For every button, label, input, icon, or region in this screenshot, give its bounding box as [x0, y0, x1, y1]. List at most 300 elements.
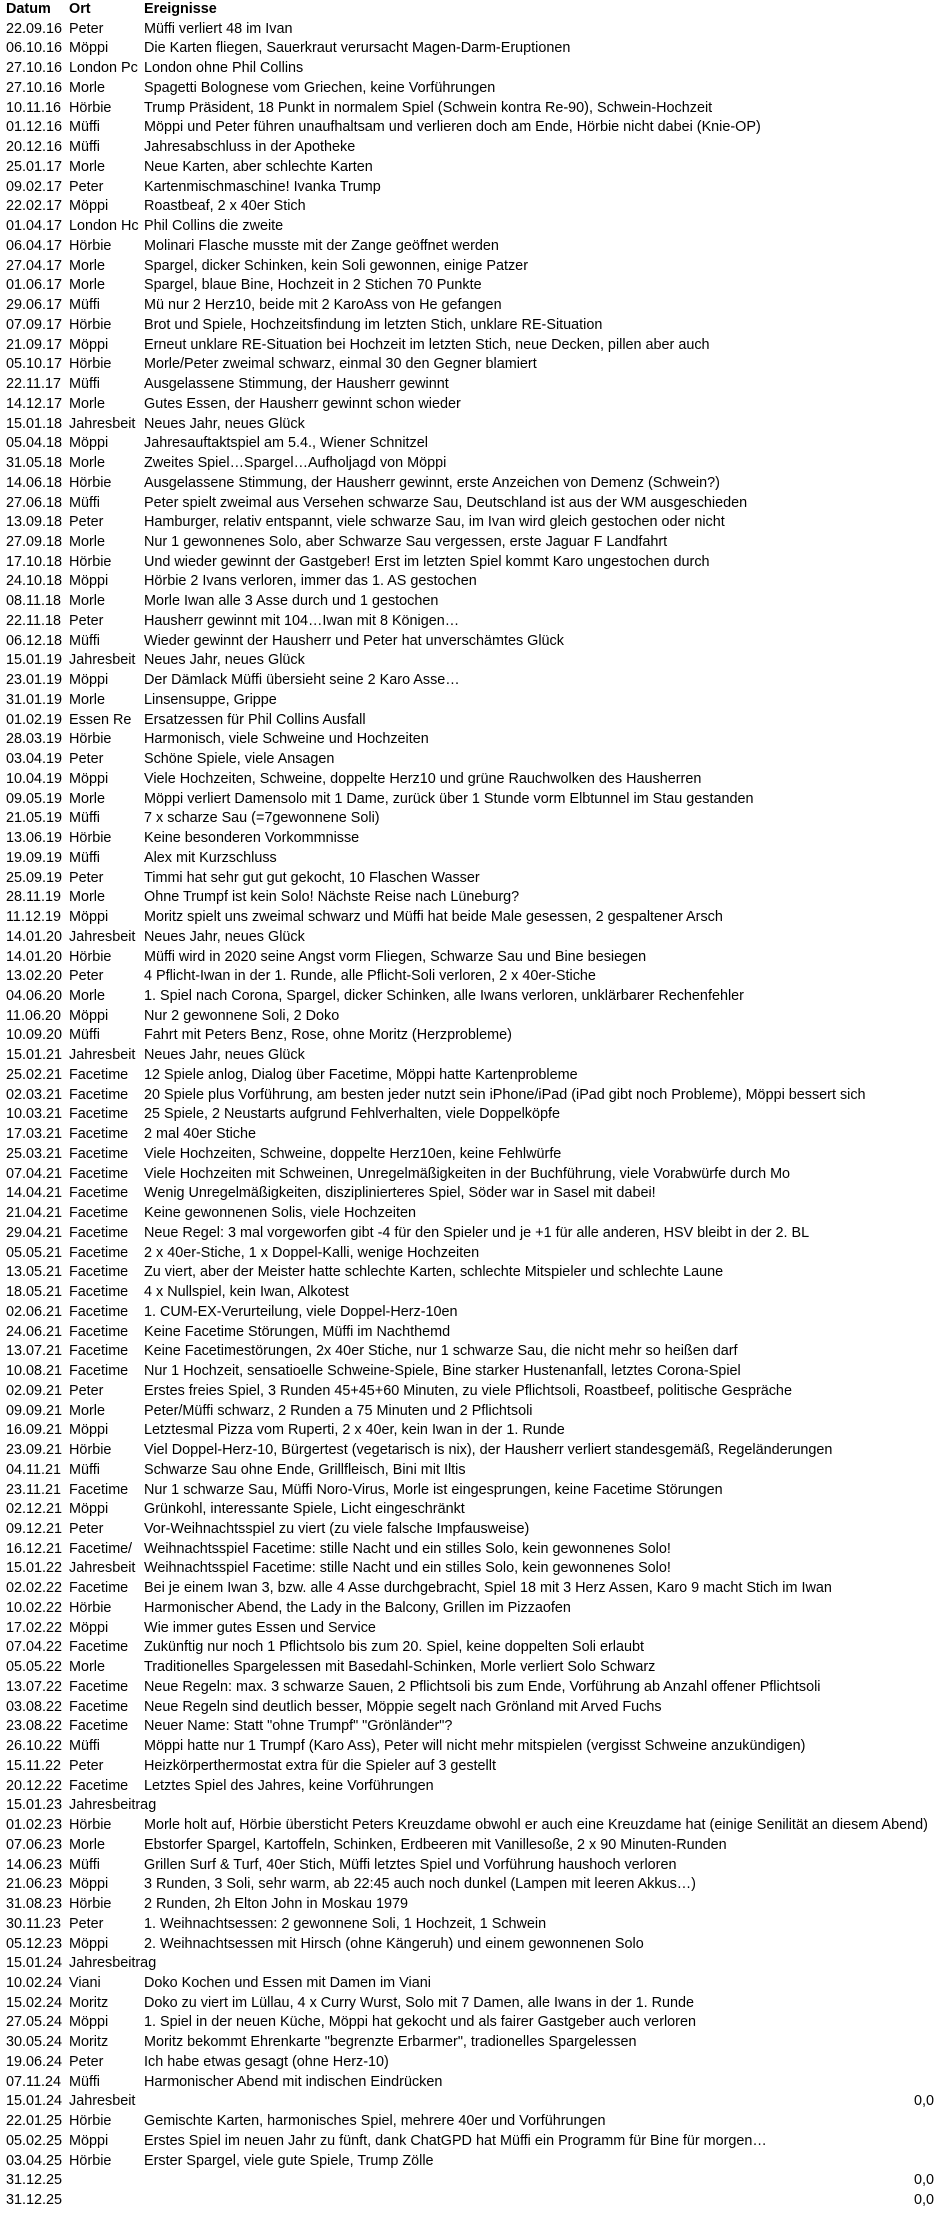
cell-ort[interactable]: Facetime	[69, 1185, 129, 1202]
cell-date[interactable]: 14.12.17	[6, 395, 63, 412]
cell-event[interactable]: Wenig Unregelmäßigkeiten, disziplinierteres Spiel, Söder war in Sasel mit dabei!	[144, 1185, 656, 1202]
cell-ort[interactable]: Morle	[69, 889, 105, 906]
cell-event[interactable]: Neue Regeln: max. 3 schwarze Sauen, 2 Pflichtsoli bis zum Ende, Vorführung ab Anzahl offener Pflichtsoli	[144, 1678, 821, 1695]
cell-event[interactable]: Kartenmischmaschine! Ivanka Trump	[144, 178, 381, 195]
cell-ort[interactable]: Facetime	[69, 1323, 129, 1340]
cell-ort[interactable]: Peter	[69, 1757, 104, 1774]
cell-date[interactable]: 22.11.18	[6, 612, 61, 629]
cell-date[interactable]: 01.06.17	[6, 277, 63, 294]
cell-event[interactable]: Ohne Trumpf ist kein Solo! Nächste Reise nach Lüneburg?	[144, 889, 520, 906]
cell-ort[interactable]: Hörbie	[69, 474, 112, 491]
cell-date[interactable]: 15.01.24	[6, 2093, 63, 2110]
cell-event[interactable]: Hausherr gewinnt mit 104…Iwan mit 8 Königen…	[144, 612, 460, 629]
cell-event[interactable]: Keine Facetime Störungen, Müffi im Nachthemd	[144, 1323, 451, 1340]
cell-date[interactable]: 10.02.24	[6, 1975, 63, 1991]
cell-date[interactable]: 28.11.19	[6, 889, 61, 906]
cell-event[interactable]: Harmonischer Abend, the Lady in the Balcony, Grillen im Pizzaofen	[144, 1599, 571, 1616]
cell-ort[interactable]: Hörbie	[69, 1896, 112, 1913]
cell-ort[interactable]: Facetime	[69, 1224, 129, 1241]
cell-event[interactable]: Möppi hatte nur 1 Trumpf (Karo Ass), Peter will nicht mehr mitspielen (vergisst Schweine anzukündigen)	[144, 1738, 806, 1755]
cell-date[interactable]: 13.07.21	[6, 1343, 63, 1360]
cell-date[interactable]: 11.06.20	[6, 1007, 61, 1024]
cell-event[interactable]: Jahresauftaktspiel am 5.4., Wiener Schnitzel	[144, 435, 428, 452]
cell-event[interactable]: Erneut unklare RE-Situation bei Hochzeit im letzten Stich, neue Decken, pillen aber auch	[144, 336, 710, 353]
cell-event[interactable]: Doko Kochen und Essen mit Damen im Viani	[144, 1975, 431, 1991]
cell-date[interactable]: 14.01.20	[6, 928, 63, 945]
cell-event[interactable]: 1. Spiel in der neuen Küche, Möppi hat gekocht und als fairer Gastgeber auch verloren	[144, 2014, 696, 2031]
cell-ort[interactable]: Möppi	[69, 672, 109, 689]
cell-event[interactable]: Weihnachtsspiel Facetime: stille Nacht und ein stilles Solo, kein gewonnenes Solo!	[144, 1560, 671, 1577]
cell-event[interactable]: Neue Regel: 3 mal vorgeworfen gibt -4 für den Spieler und je +1 für alle anderen, HSV bleibt in der 2. BL	[144, 1224, 810, 1241]
cell-ort[interactable]: Jahresbeit	[69, 1047, 136, 1064]
cell-date[interactable]: 13.09.18	[6, 514, 63, 531]
cell-date[interactable]: 10.08.21	[6, 1363, 63, 1380]
cell-event[interactable]: Die Karten fliegen, Sauerkraut verursacht Magen-Darm-Eruptionen	[144, 40, 571, 57]
cell-date[interactable]: 23.11.21	[6, 1481, 61, 1498]
cell-event[interactable]: 1. CUM-EX-Verurteilung, viele Doppel-Herz-10en	[144, 1303, 458, 1320]
cell-event[interactable]: Mü nur 2 Herz10, beide mit 2 KaroAss von He gefangen	[144, 297, 502, 314]
cell-ort[interactable]: Müffi	[69, 1027, 100, 1044]
cell-date[interactable]: 28.03.19	[6, 731, 63, 748]
cell-date[interactable]: 10.03.21	[6, 1106, 63, 1123]
cell-event[interactable]: Ersatzessen für Phil Collins Ausfall	[144, 711, 366, 728]
cell-ort[interactable]: Morle	[69, 593, 105, 610]
cell-date[interactable]: 05.04.18	[6, 435, 63, 452]
cell-ort[interactable]: Morle	[69, 1402, 105, 1419]
cell-date[interactable]: 05.02.25	[6, 2132, 63, 2149]
cell-event[interactable]: Hörbie 2 Ivans verloren, immer das 1. AS gestochen	[144, 573, 477, 590]
cell-date[interactable]: 27.04.17	[6, 257, 63, 274]
cell-event[interactable]: Doko zu viert im Lüllau, 4 x Curry Wurst, Solo mit 7 Damen, alle Iwans in der 1. Runde	[144, 1994, 694, 2011]
cell-event[interactable]: Viele Hochzeiten, Schweine, doppelte Herz10en, keine Fehlwürfe	[144, 1145, 562, 1162]
cell-ort[interactable]: Peter	[69, 2053, 104, 2070]
cell-ort[interactable]: Moritz	[69, 2034, 109, 2051]
cell-event[interactable]: Roastbeaf, 2 x 40er Stich	[144, 198, 306, 215]
cell-date[interactable]: 19.09.19	[6, 849, 63, 866]
cell-event[interactable]: 2 Runden, 2h Elton John in Moskau 1979	[144, 1896, 409, 1913]
cell-ort[interactable]: Möppi	[69, 2132, 109, 2149]
cell-date[interactable]: 25.03.21	[6, 1145, 63, 1162]
cell-date[interactable]: 06.04.17	[6, 237, 63, 254]
cell-event[interactable]: Moritz bekommt Ehrenkarte "begrenzte Erbarmer", tradionelles Spargelessen	[144, 2034, 637, 2051]
cell-ort[interactable]: Facetime	[69, 1145, 129, 1162]
cell-ort[interactable]: Hörbie	[69, 2152, 112, 2169]
cell-date[interactable]: 08.11.18	[6, 593, 61, 610]
cell-date[interactable]: 05.05.22	[6, 1659, 63, 1676]
cell-ort[interactable]: Müffi	[69, 376, 100, 393]
cell-ort[interactable]: Peter	[69, 178, 104, 195]
cell-date[interactable]: 31.01.19	[6, 691, 63, 708]
cell-date[interactable]: 31.12.25	[6, 2192, 63, 2209]
cell-event[interactable]: Spargel, dicker Schinken, kein Soli gewonnen, einige Patzer	[144, 257, 528, 274]
cell-ort[interactable]: Möppi	[69, 770, 109, 787]
cell-date[interactable]: 03.08.22	[6, 1698, 63, 1715]
cell-date[interactable]: 25.09.19	[6, 869, 63, 886]
cell-date[interactable]: 24.06.21	[6, 1323, 63, 1340]
cell-event[interactable]: Timmi hat sehr gut gut gekocht, 10 Flaschen Wasser	[144, 869, 480, 886]
cell-ort[interactable]: Facetime	[69, 1540, 129, 1557]
cell-ort[interactable]: Möppi	[69, 2014, 109, 2031]
cell-event[interactable]: Keine Facetimestörungen, 2x 40er Stiche, nur 1 schwarze Sau, die nicht mehr so heißen darf	[144, 1343, 738, 1360]
cell-date[interactable]: 21.05.19	[6, 810, 63, 827]
cell-event[interactable]: Peter/Müffi schwarz, 2 Runden a 75 Minuten und 2 Pflichtsoli	[144, 1402, 533, 1419]
cell-event[interactable]: Morle Iwan alle 3 Asse durch und 1 gestochen	[144, 593, 439, 610]
cell-date[interactable]: 26.10.22	[6, 1738, 63, 1755]
cell-date[interactable]: 03.04.19	[6, 751, 63, 768]
cell-event[interactable]: Jahresabschluss in der Apotheke	[144, 139, 356, 156]
cell-date[interactable]: 31.05.18	[6, 455, 63, 472]
header-event[interactable]: Ereignisse	[144, 1, 217, 17]
cell-date[interactable]: 17.03.21	[6, 1126, 63, 1143]
cell-ort[interactable]: Müffi	[69, 2073, 100, 2090]
cell-ort[interactable]: Möppi	[69, 909, 109, 926]
cell-ort[interactable]: Jahresbeitrag	[69, 1955, 157, 1972]
cell-event[interactable]: Morle holt auf, Hörbie übersticht Peters Kreuzdame obwohl er auch eine Kreuzdame hat (einige Senilität an diesem Abend)	[144, 1817, 928, 1834]
cell-event[interactable]: Der Dämlack Müffi übersieht seine 2 Karo Asse…	[144, 672, 460, 689]
cell-date[interactable]: 07.09.17	[6, 316, 63, 333]
cell-event[interactable]: Spagetti Bolognese vom Griechen, keine Vorführungen	[144, 79, 496, 96]
cell-date[interactable]: 04.06.20	[6, 988, 63, 1004]
cell-ort[interactable]: Facetime	[69, 1777, 129, 1794]
cell-ort[interactable]: Morle	[69, 691, 105, 708]
cell-date[interactable]: 11.12.19	[6, 909, 61, 926]
cell-date[interactable]: 09.09.21	[6, 1402, 63, 1419]
cell-date[interactable]: 14.06.23	[6, 1856, 63, 1873]
cell-date[interactable]: 01.02.23	[6, 1817, 63, 1834]
cell-event[interactable]: 25 Spiele, 2 Neustarts aufgrund Fehlverhalten, viele Doppelköpfe	[144, 1106, 560, 1123]
cell-ort[interactable]: Facetime	[69, 1363, 129, 1380]
cell-date[interactable]: 23.08.22	[6, 1718, 63, 1735]
cell-event[interactable]	[144, 2191, 938, 2211]
cell-date[interactable]: 05.05.21	[6, 1244, 63, 1261]
cell-date[interactable]: 15.01.21	[6, 1047, 63, 1064]
cell-event[interactable]: 1. Spiel nach Corona, Spargel, dicker Schinken, alle Iwans verloren, unklärbarer Rechenfehler	[144, 988, 744, 1004]
cell-ort[interactable]: Hörbie	[69, 830, 112, 847]
cell-ort[interactable]: Möppi	[69, 1935, 109, 1952]
cell-ort[interactable]: Hörbie	[69, 2113, 112, 2130]
cell-date[interactable]: 20.12.22	[6, 1777, 63, 1794]
cell-date[interactable]: 10.11.16	[6, 99, 61, 116]
cell-date[interactable]: 03.04.25	[6, 2152, 63, 2169]
cell-ort[interactable]: Morle	[69, 158, 105, 175]
cell-ort[interactable]: Hörbie	[69, 99, 112, 116]
cell-event[interactable]: Spargel, blaue Bine, Hochzeit in 2 Stichen 70 Punkte	[144, 277, 482, 294]
cell-event[interactable]: Keine gewonnenen Solis, viele Hochzeiten	[144, 1205, 417, 1222]
cell-event[interactable]: 12 Spiele anlog, Dialog über Facetime, Möppi hatte Kartenprobleme	[144, 1066, 578, 1083]
cell-event[interactable]: Ausgelassene Stimmung, der Hausherr gewinnt	[144, 376, 449, 393]
cell-event[interactable]: Schwarze Sau ohne Ende, Grillfleisch, Bini mit Iltis	[144, 1461, 466, 1478]
cell-event[interactable]: 20 Spiele plus Vorführung, am besten jeder nutzt sein iPhone/iPad (iPad gibt noch Probleme), Möppi bessert sich	[144, 1086, 866, 1103]
cell-event[interactable]: Neues Jahr, neues Glück	[144, 928, 305, 945]
cell-event[interactable]: Neues Jahr, neues Glück	[144, 1047, 305, 1064]
cell-ort[interactable]: Morle	[69, 79, 105, 96]
cell-event[interactable]: Und wieder gewinnt der Gastgeber! Erst im letzten Spiel kommt Karo ungestochen durch	[144, 553, 710, 570]
cell-date[interactable]: 25.01.17	[6, 158, 63, 175]
cell-event[interactable]: 4 x Nullspiel, kein Iwan, Alkotest	[144, 1284, 349, 1301]
cell-ort[interactable]: Möppi	[69, 198, 109, 215]
cell-ort[interactable]: Jahresbeit	[69, 415, 136, 432]
cell-date[interactable]: 15.01.23	[6, 1797, 63, 1814]
cell-ort[interactable]	[69, 2171, 143, 2191]
cell-date[interactable]: 09.02.17	[6, 178, 63, 195]
cell-event[interactable]: 1. Weihnachtsessen: 2 gewonnene Soli, 1 Hochzeit, 1 Schwein	[144, 1915, 547, 1932]
cell-date[interactable]: 07.06.23	[6, 1836, 63, 1853]
cell-ort[interactable]: Jahresbeitrag	[69, 1797, 157, 1814]
cell-ort[interactable]: Hörbie	[69, 1817, 112, 1834]
cell-ort[interactable]: Hörbie	[69, 1599, 112, 1616]
cell-ort[interactable]: Hörbie	[69, 237, 112, 254]
cell-event[interactable]: Viele Hochzeiten mit Schweinen, Unregelmäßigkeiten in der Buchführung, viele Vorabwürfe durch Mo	[144, 1165, 791, 1182]
cell-date[interactable]: 15.11.22	[6, 1757, 61, 1774]
cell-date[interactable]: 18.05.21	[6, 1284, 63, 1301]
cell-date[interactable]: 14.01.20	[6, 948, 63, 965]
cell-event[interactable]: Neuer Name: Statt "ohne Trumpf" "Grönländer"?	[144, 1718, 453, 1735]
cell-ort[interactable]: London Hc	[69, 218, 139, 235]
cell-ort[interactable]: Hörbie	[69, 316, 112, 333]
cell-event[interactable]: Morle/Peter zweimal schwarz, einmal 30 den Gegner blamiert	[144, 356, 537, 373]
cell-event[interactable]: Heizkörperthermostat extra für die Spieler auf 3 gestellt	[144, 1757, 496, 1774]
cell-date[interactable]: 22.01.25	[6, 2113, 63, 2130]
cell-ort[interactable]: Müffi	[69, 1461, 100, 1478]
cell-ort[interactable]: Facetime	[69, 1264, 129, 1281]
cell-event[interactable]	[144, 2092, 938, 2112]
cell-date[interactable]: 13.02.20	[6, 968, 63, 985]
cell-ort[interactable]: Facetime	[69, 1698, 129, 1715]
cell-date[interactable]: 15.02.24	[6, 1994, 63, 2011]
cell-event[interactable]: Traditionelles Spargelessen mit Basedahl-Schinken, Morle verliert Solo Schwarz	[144, 1659, 656, 1676]
cell-ort[interactable]: Peter	[69, 20, 104, 37]
cell-ort[interactable]: Hörbie	[69, 356, 112, 373]
cell-ort[interactable]: Morle	[69, 988, 105, 1004]
cell-ort[interactable]: Jahresbeit	[69, 2093, 136, 2110]
cell-event[interactable]: Grünkohl, interessante Spiele, Licht eingeschränkt	[144, 1501, 465, 1518]
cell-ort[interactable]: Müffi	[69, 494, 100, 511]
cell-event[interactable]: 2. Weihnachtsessen mit Hirsch (ohne Kängeruh) und einem gewonnenen Solo	[144, 1935, 644, 1952]
cell-ort[interactable]: Facetime	[69, 1205, 129, 1222]
cell-event[interactable]	[144, 1796, 938, 1816]
cell-event[interactable]: Wie immer gutes Essen und Service	[144, 1619, 376, 1636]
cell-event[interactable]: Phil Collins die zweite	[144, 218, 284, 235]
cell-ort[interactable]: Hörbie	[69, 1442, 112, 1459]
cell-event[interactable]: Viel Doppel-Herz-10, Bürgertest (vegetarisch is nix), der Hausherr verliert standesgemäß, Regeländerungen	[144, 1442, 833, 1459]
cell-ort[interactable]: Müffi	[69, 1738, 100, 1755]
cell-ort[interactable]: Facetime	[69, 1165, 129, 1182]
cell-ort[interactable]: Jahresbeit	[69, 1560, 136, 1577]
header-ort[interactable]: Ort	[69, 1, 91, 17]
cell-event[interactable]: Letztesmal Pizza vom Ruperti, 2 x 40er, kein Iwan in der 1. Runde	[144, 1422, 565, 1439]
cell-date[interactable]: 02.09.21	[6, 1382, 63, 1399]
cell-ort[interactable]: Morle	[69, 395, 105, 412]
cell-event[interactable]: Schöne Spiele, viele Ansagen	[144, 751, 335, 768]
cell-date[interactable]: 31.12.25	[6, 2172, 63, 2189]
cell-ort[interactable]: Peter	[69, 514, 104, 531]
cell-ort[interactable]: Facetime	[69, 1126, 129, 1143]
cell-event[interactable]: Möppi verliert Damensolo mit 1 Dame, zurück über 1 Stunde vorm Elbtunnel im Stau gestanden	[144, 790, 754, 807]
cell-event[interactable]: 2 x 40er-Stiche, 1 x Doppel-Kalli, wenige Hochzeiten	[144, 1244, 480, 1261]
cell-event[interactable]: Zweites Spiel…Spargel…Aufholjagd von Möppi	[144, 455, 447, 472]
cell-event[interactable]: Nur 1 gewonnenes Solo, aber Schwarze Sau vergessen, erste Jaguar F Landfahrt	[144, 533, 668, 550]
cell-event[interactable]: Erster Spargel, viele gute Spiele, Trump Zölle	[144, 2152, 434, 2169]
cell-event[interactable]: Keine besonderen Vorkommnisse	[144, 830, 360, 847]
cell-event[interactable]: Harmonisch, viele Schweine und Hochzeiten	[144, 731, 429, 748]
cell-ort[interactable]: Möppi	[69, 435, 109, 452]
cell-ort[interactable]: Jahresbeit	[69, 928, 136, 945]
cell-ort[interactable]: Facetime	[69, 1284, 129, 1301]
cell-event[interactable]: 2 mal 40er Stiche	[144, 1126, 256, 1143]
cell-ort[interactable]: Essen Re	[69, 711, 132, 728]
cell-ort[interactable]: Möppi	[69, 1619, 109, 1636]
cell-date[interactable]: 21.04.21	[6, 1205, 63, 1222]
cell-ort[interactable]: Morle	[69, 790, 105, 807]
cell-date[interactable]: 21.06.23	[6, 1876, 63, 1893]
cell-ort[interactable]	[69, 2191, 143, 2211]
cell-ort[interactable]: Morle	[69, 455, 105, 472]
cell-date[interactable]: 23.01.19	[6, 672, 63, 689]
cell-event[interactable]: Wieder gewinnt der Hausherr und Peter hat unverschämtes Glück	[144, 632, 564, 649]
cell-date[interactable]: 13.07.22	[6, 1678, 63, 1695]
cell-ort[interactable]: Moritz	[69, 1994, 109, 2011]
cell-date[interactable]: 15.01.19	[6, 652, 63, 669]
cell-event[interactable]: Nur 1 schwarze Sau, Müffi Noro-Virus, Morle ist eingesprungen, keine Facetime Störungen	[144, 1481, 723, 1498]
cell-event[interactable]: Zu viert, aber der Meister hatte schlechte Karten, schlechte Mitspieler und schlechte Laune	[144, 1264, 724, 1281]
cell-event[interactable]: Alex mit Kurzschluss	[144, 849, 277, 866]
cell-event[interactable]: Ausgelassene Stimmung, der Hausherr gewinnt, erste Anzeichen von Demenz (Schwein?)	[144, 474, 720, 491]
cell-event[interactable]: Bei je einem Iwan 3, bzw. alle 4 Asse durchgebracht, Spiel 18 mit 3 Herz Assen, Karo 9 macht Stich im Iwan	[144, 1580, 832, 1597]
cell-ort[interactable]: Müffi	[69, 632, 100, 649]
cell-ort[interactable]: Möppi	[69, 1422, 109, 1439]
cell-date[interactable]: 04.11.21	[6, 1461, 61, 1478]
cell-ort[interactable]: Facetime	[69, 1718, 129, 1735]
cell-date[interactable]: 01.04.17	[6, 218, 63, 235]
header-date[interactable]: Datum	[6, 1, 51, 17]
cell-ort[interactable]: Möppi	[69, 40, 109, 57]
cell-ort[interactable]: Facetime	[69, 1066, 129, 1083]
cell-date[interactable]: 27.10.16	[6, 79, 63, 96]
cell-ort[interactable]: Müffi	[69, 1856, 100, 1873]
cell-event[interactable]: Gutes Essen, der Hausherr gewinnt schon wieder	[144, 395, 461, 412]
cell-ort[interactable]: Müffi	[69, 849, 100, 866]
cell-event[interactable]: Erstes Spiel im neuen Jahr zu fünft, dank ChatGPD hat Müffi ein Programm für Bine für morgen…	[144, 2132, 767, 2149]
cell-ort[interactable]: Peter	[69, 612, 104, 629]
cell-date[interactable]: 06.12.18	[6, 632, 63, 649]
cell-event[interactable]: Brot und Spiele, Hochzeitsfindung im letzten Stich, unklare RE-Situation	[144, 316, 603, 333]
cell-ort[interactable]: Müffi	[69, 810, 100, 827]
cell-event[interactable]: Nur 1 Hochzeit, sensatioelle Schweine-Spiele, Bine starker Hustenanfall, letztes Corona-Spiel	[144, 1363, 741, 1380]
cell-date[interactable]: 21.09.17	[6, 336, 63, 353]
cell-event[interactable]: 4 Pflicht-Iwan in der 1. Runde, alle Pflicht-Soli verloren, 2 x 40er-Stiche	[144, 968, 596, 985]
cell-event[interactable]: Fahrt mit Peters Benz, Rose, ohne Moritz (Herzprobleme)	[144, 1027, 512, 1044]
cell-date[interactable]: 05.10.17	[6, 356, 63, 373]
cell-date[interactable]: 27.09.18	[6, 533, 63, 550]
cell-date[interactable]: 29.06.17	[6, 297, 63, 314]
cell-ort[interactable]: Müffi	[69, 139, 100, 156]
cell-date[interactable]: 07.04.22	[6, 1639, 63, 1656]
cell-ort[interactable]: Morle	[69, 257, 105, 274]
cell-date[interactable]: 22.02.17	[6, 198, 63, 215]
cell-date[interactable]: 17.10.18	[6, 553, 63, 570]
cell-ort[interactable]: Morle	[69, 1836, 105, 1853]
cell-date[interactable]: 10.04.19	[6, 770, 63, 787]
cell-date[interactable]: 01.12.16	[6, 119, 63, 136]
cell-date[interactable]: 02.03.21	[6, 1086, 63, 1103]
cell-date[interactable]: 14.04.21	[6, 1185, 63, 1202]
cell-event[interactable]: 3 Runden, 3 Soli, sehr warm, ab 22:45 auch noch dunkel (Lampen mit leeren Akkus…)	[144, 1876, 696, 1893]
cell-ort[interactable]: Hörbie	[69, 948, 112, 965]
cell-date[interactable]: 07.04.21	[6, 1165, 63, 1182]
cell-date[interactable]: 27.05.24	[6, 2014, 63, 2031]
cell-event[interactable]: Molinari Flasche musste mit der Zange geöffnet werden	[144, 237, 499, 254]
cell-date[interactable]: 20.12.16	[6, 139, 63, 156]
cell-event[interactable]: Peter spielt zweimal aus Versehen schwarze Sau, Deutschland ist aus der WM ausgeschieden	[144, 494, 748, 511]
cell-date[interactable]: 31.08.23	[6, 1896, 63, 1913]
cell-date[interactable]: 17.02.22	[6, 1619, 63, 1636]
cell-date[interactable]: 15.01.18	[6, 415, 63, 432]
cell-event[interactable]: Ebstorfer Spargel, Kartoffeln, Schinken, Erdbeeren mit Vanillesoße, 2 x 90 Minuten-Runden	[144, 1836, 727, 1853]
cell-ort[interactable]: London Pc	[69, 60, 138, 77]
cell-date[interactable]: 02.12.21	[6, 1501, 63, 1518]
cell-date[interactable]: 27.10.16	[6, 60, 63, 77]
cell-date[interactable]: 30.05.24	[6, 2034, 63, 2051]
cell-date[interactable]: 24.10.18	[6, 573, 63, 590]
cell-ort[interactable]: Möppi	[69, 573, 109, 590]
cell-event[interactable]: Neue Karten, aber schlechte Karten	[144, 158, 373, 175]
cell-ort[interactable]: Hörbie	[69, 553, 112, 570]
cell-ort[interactable]: Facetime	[69, 1244, 129, 1261]
cell-date[interactable]: 02.06.21	[6, 1303, 63, 1320]
cell-event[interactable]: Letztes Spiel des Jahres, keine Vorführungen	[144, 1777, 434, 1794]
cell-event[interactable]: Hamburger, relativ entspannt, viele schwarze Sau, im Ivan wird gleich gestochen oder nicht	[144, 514, 725, 531]
cell-date[interactable]: 30.11.23	[6, 1915, 61, 1932]
cell-date[interactable]: 13.06.19	[6, 830, 63, 847]
cell-date[interactable]: 09.05.19	[6, 790, 63, 807]
cell-date[interactable]: 13.05.21	[6, 1264, 63, 1281]
cell-event[interactable]	[144, 2171, 938, 2191]
cell-ort[interactable]: Facetime	[69, 1678, 129, 1695]
cell-date[interactable]: 06.10.16	[6, 40, 63, 57]
cell-date[interactable]: 15.01.22	[6, 1560, 63, 1577]
cell-date[interactable]: 25.02.21	[6, 1066, 63, 1083]
cell-ort[interactable]: Facetime	[69, 1639, 129, 1656]
cell-ort[interactable]: Viani	[69, 1975, 101, 1991]
cell-date[interactable]: 22.09.16	[6, 20, 63, 37]
cell-ort[interactable]: Hörbie	[69, 731, 112, 748]
cell-ort[interactable]: Müffi	[69, 119, 100, 136]
cell-date[interactable]: 01.02.19	[6, 711, 63, 728]
cell-value[interactable]: 0,0	[913, 2093, 934, 2110]
cell-event[interactable]: Moritz spielt uns zweimal schwarz und Müffi hat beide Male gesessen, 2 gespaltener Arsch	[144, 909, 723, 926]
cell-ort[interactable]: Facetime	[69, 1481, 129, 1498]
cell-event[interactable]: Neues Jahr, neues Glück	[144, 415, 305, 432]
cell-event[interactable]: Ich habe etwas gesagt (ohne Herz-10)	[144, 2053, 389, 2070]
cell-ort[interactable]: Morle	[69, 533, 105, 550]
cell-event[interactable]: London ohne Phil Collins	[144, 60, 304, 77]
cell-ort[interactable]: Müffi	[69, 297, 100, 314]
cell-event[interactable]: Grillen Surf & Turf, 40er Stich, Müffi letztes Spiel und Vorführung haushoch verloren	[144, 1856, 677, 1873]
cell-event[interactable]: Erstes freies Spiel, 3 Runden 45+45+60 Minuten, zu viele Pflichtsoli, Roastbeef, politische Gespräche	[144, 1382, 792, 1399]
cell-date[interactable]: 22.11.17	[6, 376, 61, 393]
cell-date[interactable]: 07.11.24	[6, 2073, 61, 2090]
cell-ort[interactable]: Möppi	[69, 1007, 109, 1024]
cell-event[interactable]	[144, 1954, 938, 1974]
cell-value[interactable]: 0,0	[913, 2192, 934, 2209]
cell-event[interactable]: Harmonischer Abend mit indischen Eindrücken	[144, 2073, 443, 2090]
cell-ort[interactable]: Möppi	[69, 336, 109, 353]
cell-event[interactable]: Trump Präsident, 18 Punkt in normalem Spiel (Schwein kontra Re-90), Schwein-Hochzeit	[144, 99, 713, 116]
cell-date[interactable]: 10.09.20	[6, 1027, 63, 1044]
cell-event[interactable]: Nur 2 gewonnene Soli, 2 Doko	[144, 1007, 340, 1024]
cell-date[interactable]: 02.02.22	[6, 1580, 63, 1597]
cell-date[interactable]: 16.09.21	[6, 1422, 63, 1439]
